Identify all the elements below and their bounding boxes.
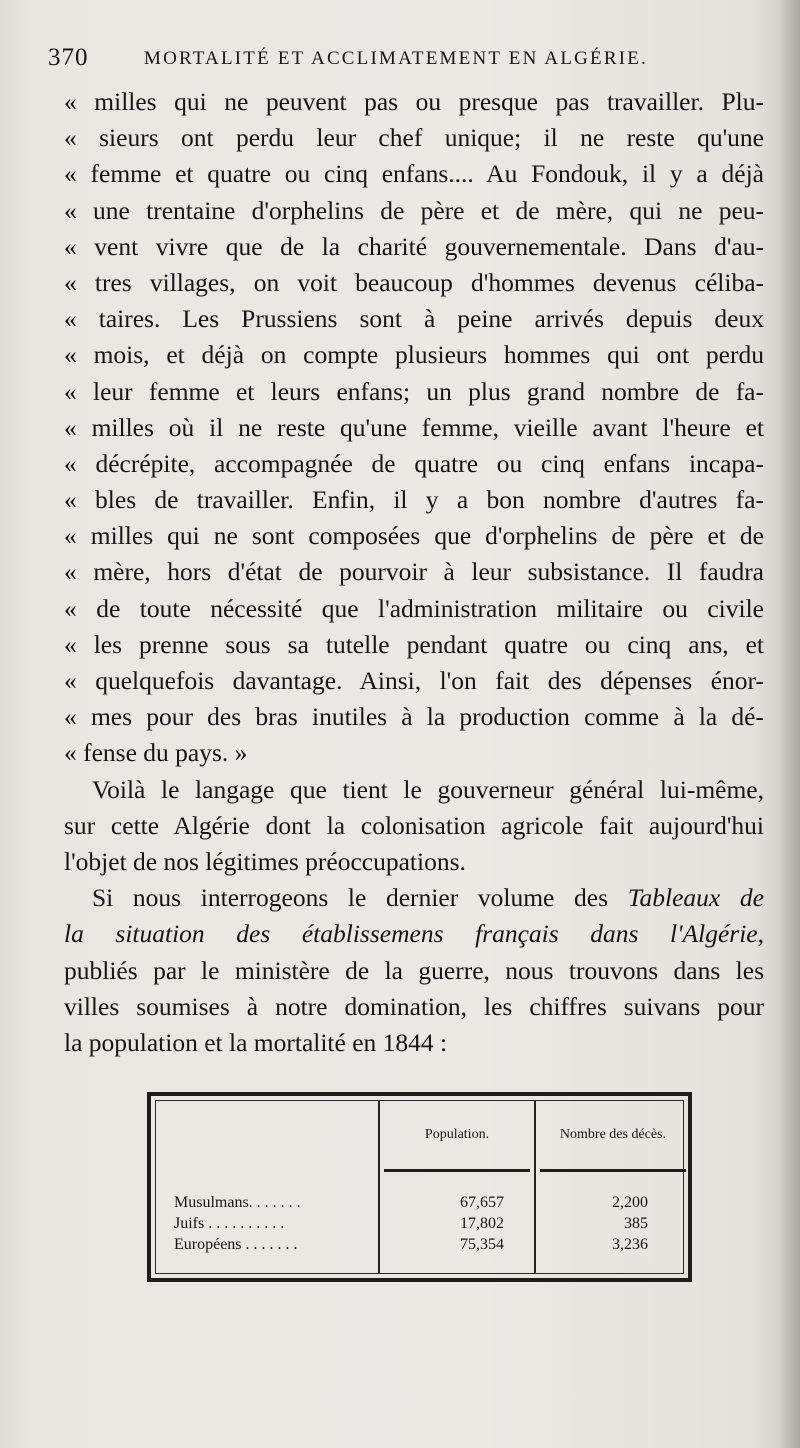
text-line: « bles de travailler. Enfin, il y a bon nombre d'autres fa- xyxy=(64,485,764,515)
text-line: « mes pour des bras inutiles à la production comme à la dé- xyxy=(64,702,764,732)
text-line: « milles où il ne reste qu'une femme, vieille avant l'heure et xyxy=(64,412,764,442)
column-header-population: Population. xyxy=(424,1127,490,1142)
header-rule xyxy=(540,1169,686,1172)
table-row xyxy=(156,1193,686,1213)
italic-title: la situation des établissemens français dans l'Algérie, xyxy=(64,919,764,949)
text-segment: Si nous interrogeons le dernier volume des xyxy=(92,883,628,913)
text-line: villes soumises à notre domination, les chiffres suivans pour xyxy=(64,991,764,1021)
population-value: 67,657 xyxy=(460,1194,504,1211)
text-line: « milles qui ne peuvent pas ou presque pas travailler. Plu- xyxy=(64,87,764,116)
row-label: Juifs . . . . . . . . . . xyxy=(174,1215,285,1232)
table-row xyxy=(156,1235,686,1255)
population-value: 17,802 xyxy=(460,1215,504,1232)
running-head xyxy=(48,44,748,74)
deaths-value: 2,200 xyxy=(612,1194,648,1211)
text-line: « leur femme et leurs enfans; un plus grand nombre de fa- xyxy=(64,376,764,406)
text-line: la population et la mortalité en 1844 : xyxy=(64,1027,448,1057)
text-line: « taires. Les Prussiens sont à peine arrivés depuis deux xyxy=(64,304,764,334)
page-edge-shadow xyxy=(778,0,800,1448)
text-line: « mois, et déjà on compte plusieurs hommes qui ont perdu xyxy=(64,340,764,370)
body-text xyxy=(64,84,764,1061)
text-line: « sieurs ont perdu leur chef unique; il ne reste qu'une xyxy=(64,123,764,153)
population-value: 75,354 xyxy=(460,1236,504,1253)
text-line: l'objet de nos légitimes préoccupations. xyxy=(64,846,466,876)
text-line: « mère, hors d'état de pourvoir à leur subsistance. Il faudra xyxy=(64,557,764,587)
table-row xyxy=(156,1214,686,1234)
text-line: « milles qui ne sont composées que d'orphelins de père et de xyxy=(64,521,764,551)
text-line: « vent vivre que de la charité gouvernementale. Dans d'au- xyxy=(64,231,764,261)
row-label: Européens . . . . . . . xyxy=(174,1236,298,1253)
deaths-value: 385 xyxy=(624,1215,648,1232)
page-number: 370 xyxy=(48,44,89,71)
text-line: « femme et quatre ou cinq enfans.... Au Fondouk, il y a déjà xyxy=(64,159,764,189)
italic-title: Tableaux de xyxy=(627,883,764,913)
text-line-with-italic xyxy=(64,880,764,916)
statistics-table xyxy=(147,1092,692,1282)
text-line: « fense du pays. » xyxy=(64,738,248,768)
text-line: « décrépite, accompagnée de quatre ou cinq enfans incapa- xyxy=(64,448,764,478)
text-line: « une trentaine d'orphelins de père et de mère, qui ne peu- xyxy=(64,195,764,225)
running-title: MORTALITÉ ET ACCLIMATEMENT EN ALGÉRIE. xyxy=(144,48,649,69)
column-header-deaths: Nombre des décès. xyxy=(559,1127,667,1142)
text-line: « les prenne sous sa tutelle pendant quatre ou cinq ans, et xyxy=(64,629,764,659)
header-rule xyxy=(384,1169,530,1172)
text-line: sur cette Algérie dont la colonisation agricole fait aujourd'hui xyxy=(64,810,764,840)
text-line: « tres villages, on voit beaucoup d'hommes devenus céliba- xyxy=(64,267,764,297)
deaths-value: 3,236 xyxy=(612,1236,648,1253)
table-inner-border xyxy=(155,1100,684,1274)
text-line xyxy=(64,916,764,952)
text-line: « de toute nécessité que l'administration militaire ou civile xyxy=(64,593,764,623)
text-line: « quelquefois davantage. Ainsi, l'on fait des dépenses énor- xyxy=(64,666,764,695)
row-label: Musulmans. . . . . . . xyxy=(174,1194,301,1211)
text-line: publiés par le ministère de la guerre, nous trouvons dans les xyxy=(64,955,764,985)
text-line: Voilà le langage que tient le gouverneur général lui-même, xyxy=(92,774,764,804)
